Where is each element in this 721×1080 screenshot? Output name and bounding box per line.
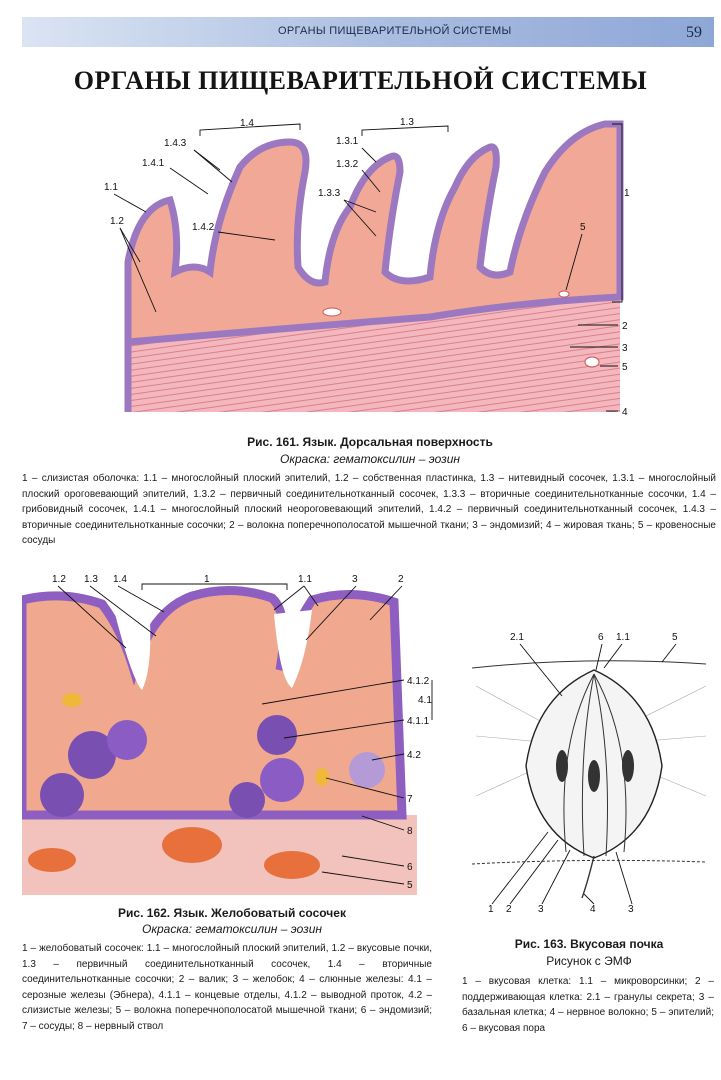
fig162-label-4-2: 4.2 bbox=[407, 750, 421, 761]
fig161-label-1-4-3: 1.4.3 bbox=[164, 138, 187, 149]
fig161-label-1-2: 1.2 bbox=[110, 216, 124, 227]
fig161-label-1-3-2: 1.3.2 bbox=[336, 159, 359, 170]
leader bbox=[492, 832, 548, 904]
fig162-label-7: 7 bbox=[407, 794, 413, 805]
fig162-label-4-1-1: 4.1.1 bbox=[407, 716, 430, 727]
leader bbox=[274, 586, 304, 610]
leader bbox=[662, 644, 676, 662]
vessel-shape-1 bbox=[323, 308, 341, 316]
fig163-label-3b: 3 bbox=[628, 904, 634, 915]
fig162-legend: 1 – желобоватый сосочек: 1.1 – многослойный плоский эпителий, 1.2 – вкусовые почки, 1.3 – первичный соединительнотканный сосочек, 1.4 – вторичные соединительнотканные сосочки; 2 – валик; 3 – желобок; 4 – слюнные железы: 4.1 – серозные железы (Эбнера), 4.1.1 – концевые отделы, 4.1.2 – выводной проток, 4.2 – слизистые железы; 5 – волокна поперечнополосатой мышечной ткани; 6 – эндомизий; 7 – сосуды; 8 – нервный ствол bbox=[22, 943, 432, 1032]
fig162-label-2: 2 bbox=[398, 574, 404, 585]
basement-shape bbox=[472, 860, 706, 864]
fig161-caption-stain: Окраска: гематоксилин – эозин bbox=[280, 452, 460, 466]
fig161-label-1-4-2: 1.4.2 bbox=[192, 222, 215, 233]
gland-shape bbox=[260, 758, 304, 802]
muscle-bundle-shape bbox=[162, 827, 222, 863]
mucous-gland-shape bbox=[349, 752, 385, 788]
leader bbox=[616, 852, 632, 904]
leader bbox=[584, 894, 594, 904]
fig162-label-4-1-2: 4.1.2 bbox=[407, 676, 430, 687]
muscle-bundle-shape bbox=[28, 848, 76, 872]
fig161-label-1-4: 1.4 bbox=[240, 118, 254, 129]
vessel-shape bbox=[315, 768, 329, 786]
leader bbox=[604, 644, 622, 668]
fig163-caption-subtitle: Рисунок с ЭМФ bbox=[546, 954, 632, 968]
nucleus-shape bbox=[588, 760, 600, 792]
fig161-label-1-4-1: 1.4.1 bbox=[142, 158, 165, 169]
leader bbox=[194, 150, 232, 182]
leader bbox=[362, 148, 376, 162]
fig162-label-1: 1 bbox=[204, 574, 210, 585]
running-header: ОРГАНЫ ПИЩЕВАРИТЕЛЬНОЙ СИСТЕМЫ bbox=[278, 25, 512, 37]
leader bbox=[596, 644, 602, 670]
fig161-label-1-1: 1.1 bbox=[104, 182, 118, 193]
leader bbox=[542, 850, 570, 904]
epithelium-surface-shape bbox=[472, 661, 706, 668]
fig161-label-3: 3 bbox=[622, 343, 628, 354]
fig162-label-1-2: 1.2 bbox=[52, 574, 66, 585]
fig162-label-4-1: 4.1 bbox=[418, 695, 432, 706]
fig162-label-1-1: 1.1 bbox=[298, 574, 312, 585]
leader bbox=[114, 194, 146, 212]
fig162-label-1-4: 1.4 bbox=[113, 574, 127, 585]
nerve-fiber-shape bbox=[582, 856, 594, 898]
muscle-bundle-shape bbox=[264, 851, 320, 879]
page-title: ОРГАНЫ ПИЩЕВАРИТЕЛЬНОЙ СИСТЕМЫ bbox=[73, 66, 648, 95]
fig163-label-2: 2 bbox=[506, 904, 512, 915]
fig163-label-6: 6 bbox=[598, 632, 604, 643]
gland-shape bbox=[40, 773, 84, 817]
vessel-shape-2 bbox=[585, 357, 599, 367]
fig162-label-3: 3 bbox=[352, 574, 358, 585]
figure-161-illustration bbox=[100, 112, 640, 422]
vessel-shape bbox=[62, 693, 82, 707]
fig161-caption-title: Рис. 161. Язык. Дорсальная поверхность bbox=[247, 435, 493, 449]
leader bbox=[170, 168, 208, 194]
figure-162-illustration bbox=[22, 570, 442, 895]
fig162-label-8: 8 bbox=[407, 826, 413, 837]
gland-shape bbox=[107, 720, 147, 760]
page-number: 59 bbox=[686, 24, 702, 41]
gland-shape bbox=[229, 782, 265, 818]
fig163-label-3a: 3 bbox=[538, 904, 544, 915]
fig163-label-1-1: 1.1 bbox=[616, 632, 630, 643]
figure-163-illustration bbox=[466, 626, 716, 926]
vessel-shape-3 bbox=[559, 291, 569, 297]
fig161-label-5a: 5 bbox=[580, 222, 586, 233]
fig162-label-5: 5 bbox=[407, 880, 413, 891]
fig163-caption-title: Рис. 163. Вкусовая почка bbox=[514, 937, 664, 951]
fig161-label-4: 4 bbox=[622, 407, 628, 418]
nucleus-shape bbox=[622, 750, 634, 782]
leader bbox=[118, 586, 164, 612]
nucleus-shape bbox=[556, 750, 568, 782]
fig162-caption-title: Рис. 162. Язык. Желобоватый сосочек bbox=[118, 906, 346, 920]
fig163-legend: 1 – вкусовая клетка: 1.1 – микроворсинки; 2 – поддерживающая клетка: 2.1 – гранулы секрета; 3 – базальная клетка; 4 – нервное волокно; 5 – эпителий; 6 – вкусовая пора bbox=[462, 976, 714, 1034]
fig161-label-5b: 5 bbox=[622, 362, 628, 373]
fig161-legend: 1 – слизистая оболочка: 1.1 – многослойный плоский эпителий, 1.2 – собственная пластинка, 1.3 – нитевидный сосочек, 1.3.1 – многослойный плоский ороговевающий эпителий, 1.3.2 – первичный соединительнотканный сосочек, 1.3.3 – вторичные соединительнотканные сосочки, 1.4 – грибовидный сосочек, 1.4.1 – многослойный плоский неороговевающий эпителий, 1.4.2 – первичный соединительнотканный сосочек, 1.4.3 – вторичные соединительнотканные сосочки; 2 – волокна поперечнополосатой мышечной ткани; 3 – эндомизий; 4 – жировая ткань; 5 – кровеносные сосуды bbox=[22, 473, 716, 546]
fig163-label-4: 4 bbox=[590, 904, 596, 915]
fig162-label-6: 6 bbox=[407, 862, 413, 873]
fig161-label-1-3-3: 1.3.3 bbox=[318, 188, 341, 199]
gland-shape bbox=[257, 715, 297, 755]
fig163-label-1: 1 bbox=[488, 904, 494, 915]
fig161-label-1-3: 1.3 bbox=[400, 117, 414, 128]
fig161-label-2: 2 bbox=[622, 321, 628, 332]
fig161-label-1: 1 bbox=[624, 188, 630, 199]
fig163-label-5: 5 bbox=[672, 632, 678, 643]
leader bbox=[520, 644, 562, 696]
fig162-caption-stain: Окраска: гематоксилин – эозин bbox=[142, 922, 322, 936]
fig162-label-1-3: 1.3 bbox=[84, 574, 98, 585]
fig163-label-2-1: 2.1 bbox=[510, 632, 524, 643]
muscle-layer-shape bbox=[22, 815, 417, 895]
fig161-label-1-3-1: 1.3.1 bbox=[336, 136, 359, 147]
